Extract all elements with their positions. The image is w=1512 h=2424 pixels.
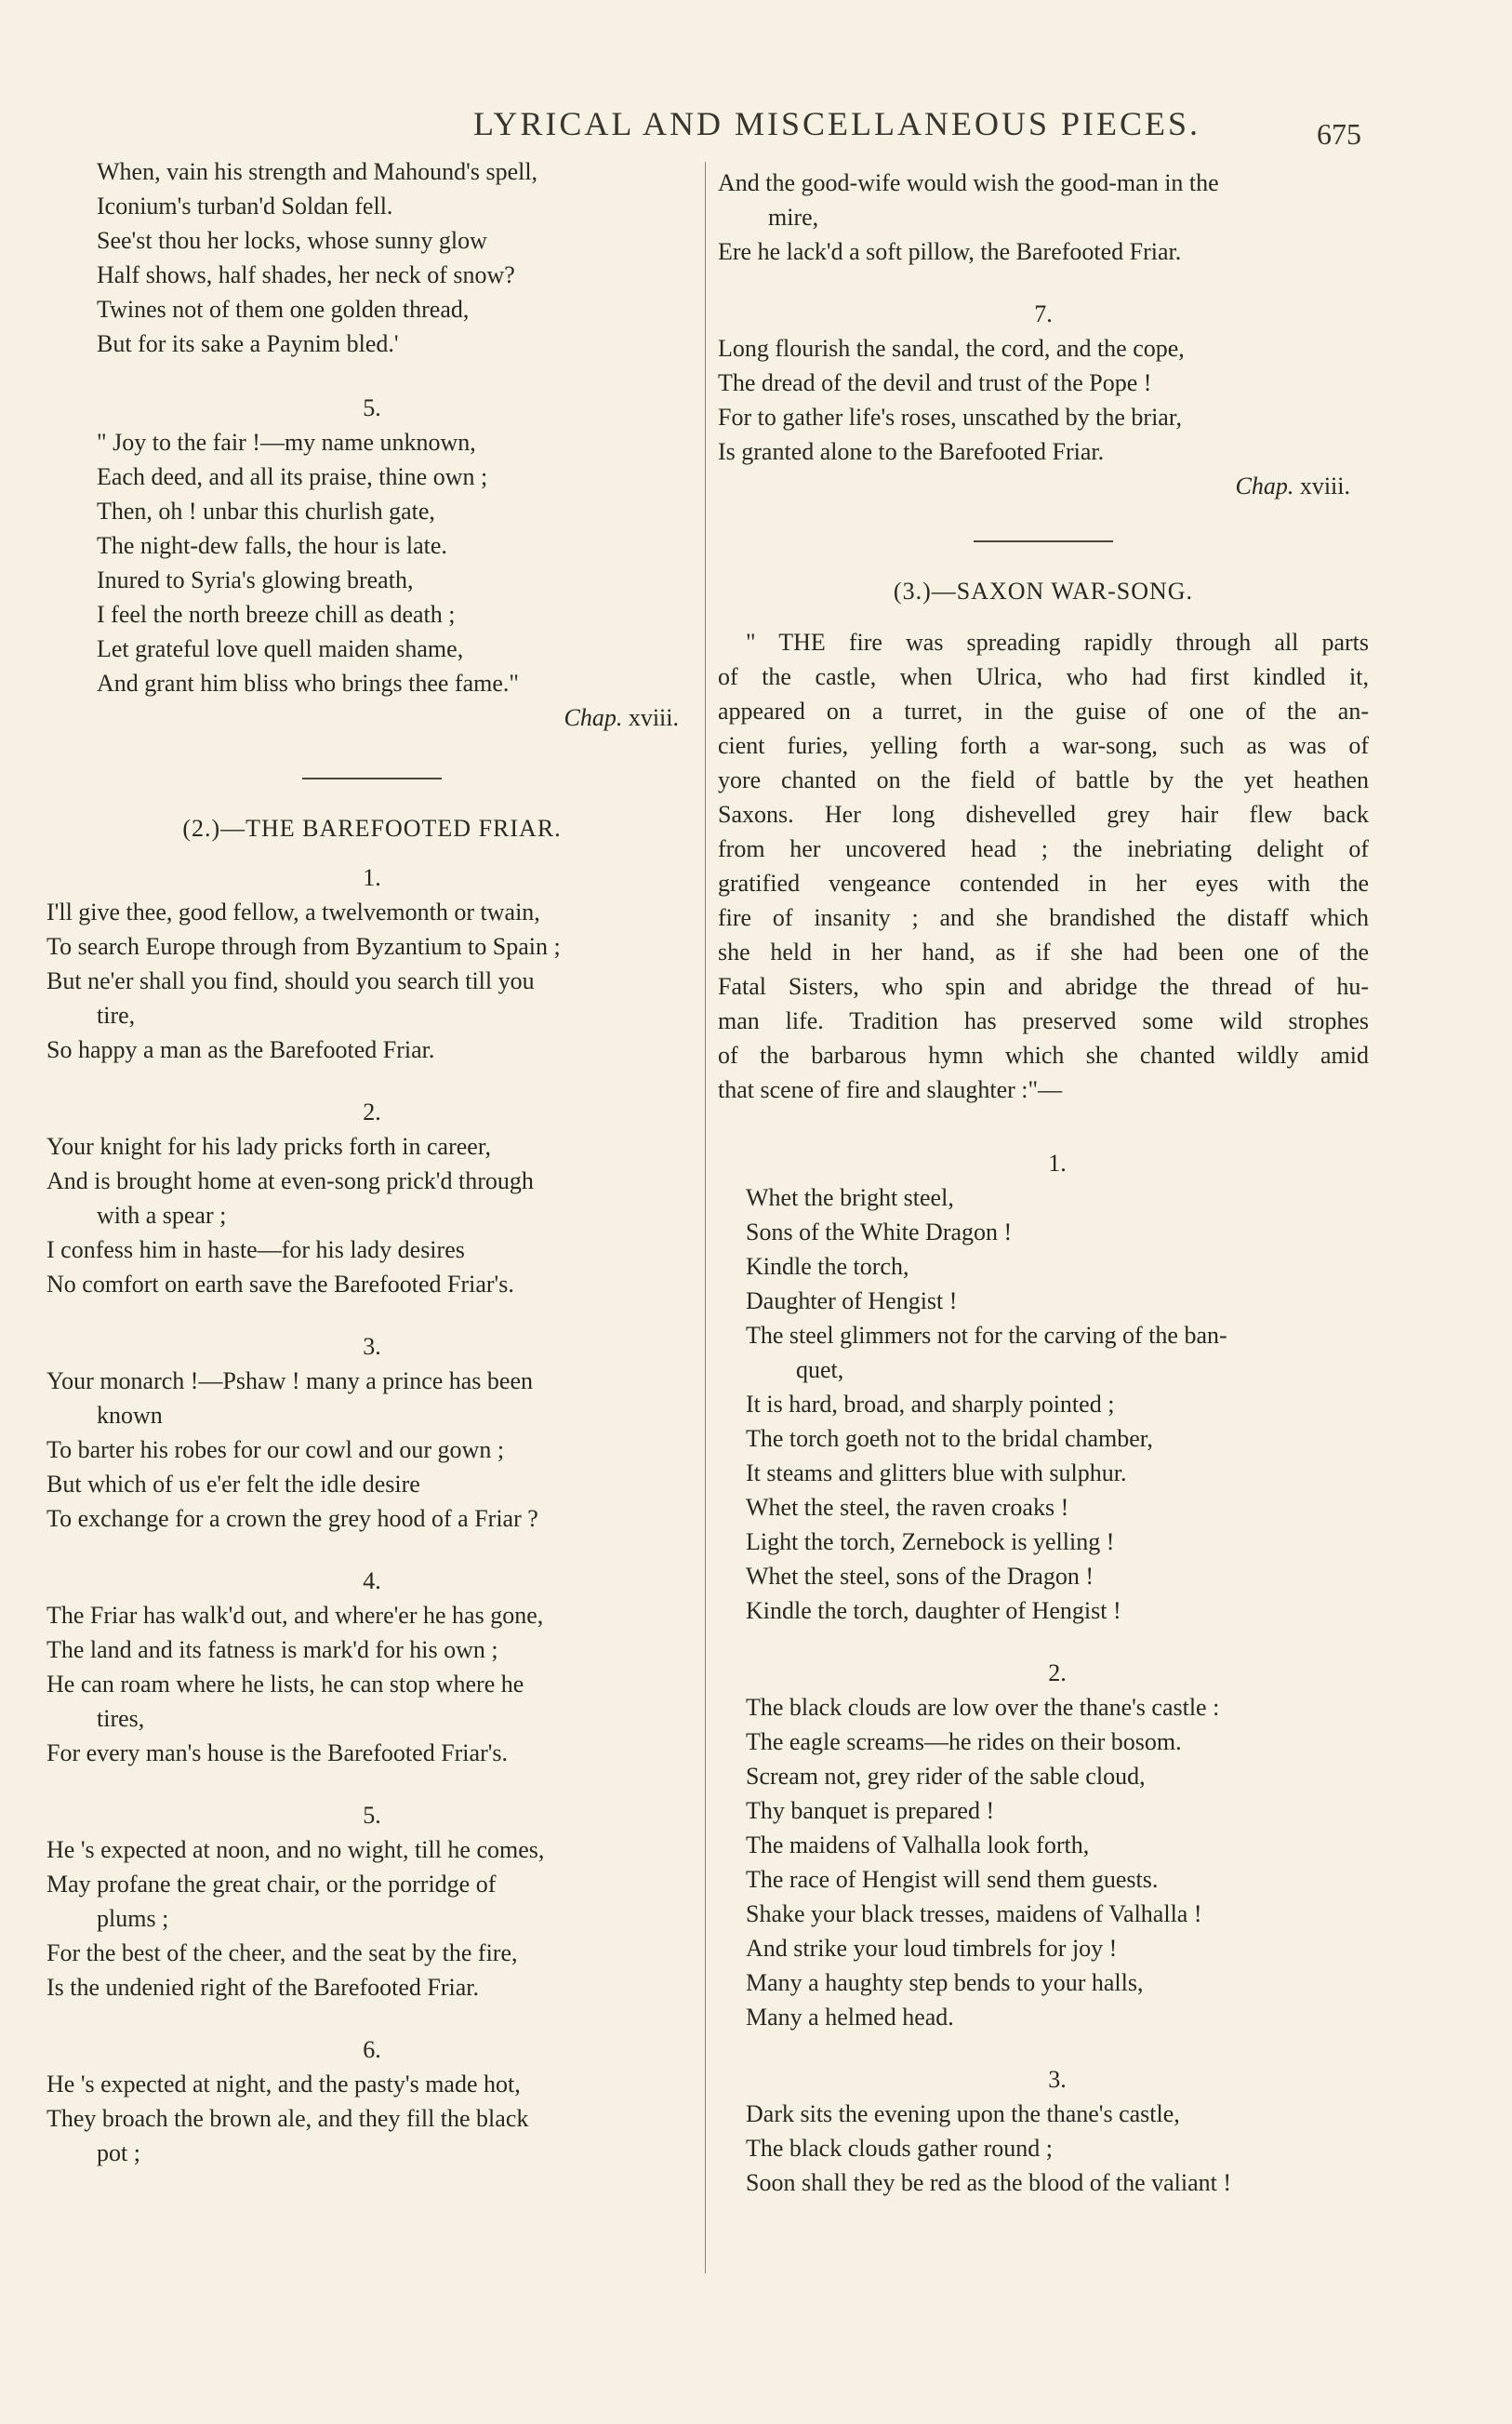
verse-line: Daughter of Hengist !	[746, 1287, 958, 1314]
verse-line: Thy banquet is prepared !	[746, 1797, 995, 1824]
stanza-number: 5.	[363, 1802, 381, 1829]
section-rule	[302, 778, 442, 779]
war-song	[718, 1146, 1369, 2200]
stanza-number: 7.	[1034, 300, 1053, 327]
verse-line: pot ;	[97, 2139, 140, 2166]
column-divider	[705, 162, 706, 2273]
verse-line: mire,	[768, 204, 819, 231]
prose-line: from her uncovered head ; the inebriating delight of	[718, 835, 1369, 862]
chap-number: xviii.	[1299, 473, 1350, 499]
verse-line: tire,	[97, 1002, 136, 1029]
verse-line: To barter his robes for our cowl and our gown ;	[46, 1436, 505, 1463]
verse-line: tires,	[97, 1705, 145, 1732]
running-title: LYRICAL AND MISCELLANEOUS PIECES.	[472, 105, 1201, 142]
stanza-number: 2.	[1048, 1659, 1067, 1686]
verse-line: The torch goeth not to the bridal chamber,	[746, 1425, 1153, 1452]
stanza-5	[46, 425, 697, 700]
verse-line: The black clouds gather round ;	[746, 2135, 1053, 2162]
verse-line: Light the torch, Zernebock is yelling !	[746, 1528, 1115, 1555]
prose-line: she held in her hand, as if she had been one of the	[718, 939, 1369, 966]
verse-line: The Friar has walk'd out, and where'er he has gone,	[46, 1602, 544, 1629]
verse-line: Your knight for his lady pricks forth in career,	[46, 1133, 491, 1160]
stanza-number: 1.	[1048, 1150, 1067, 1177]
verse-line: Scream not, grey rider of the sable cloud,	[746, 1763, 1146, 1790]
verse-line: with a spear ;	[97, 1202, 227, 1229]
verse-line: Then, oh ! unbar this churlish gate,	[97, 498, 435, 525]
verse-line: known	[97, 1402, 163, 1429]
verse-line: To search Europe through from Byzantium to Spain ;	[46, 933, 561, 960]
verse-line: See'st thou her locks, whose sunny glow	[97, 227, 487, 254]
verse-line: quet,	[796, 1356, 844, 1383]
verse-line: He can roam where he lists, he can stop where he	[46, 1671, 524, 1698]
verse-line: For every man's house is the Barefooted Friar's.	[46, 1739, 509, 1766]
prose-line: fire of insanity ; and she brandished the distaff which	[718, 904, 1369, 931]
verse-line: So happy a man as the Barefooted Friar.	[46, 1036, 435, 1063]
verse-line: Half shows, half shades, her neck of snow?	[97, 261, 515, 288]
prose-line: of the castle, when Ulrica, who had first kindled it,	[718, 663, 1369, 690]
verse-line: Long flourish the sandal, the cord, and the cope,	[718, 335, 1185, 362]
verse-line: Sons of the White Dragon !	[746, 1219, 1013, 1245]
verse-line: To exchange for a crown the grey hood of a Friar ?	[46, 1505, 538, 1532]
prose-line: of the barbarous hymn which she chanted wildly amid	[718, 1042, 1369, 1069]
stanza-number: 2.	[363, 1099, 381, 1125]
verse-line: The race of Hengist will send them guests.	[746, 1866, 1159, 1893]
section-title: (3.)—SAXON WAR-SONG.	[893, 578, 1194, 605]
verse-line: Is the undenied right of the Barefooted Friar.	[46, 1974, 479, 2001]
verse-line: I feel the north breeze chill as death ;	[97, 601, 456, 628]
prose-line: yore chanted on the field of battle by the yet heathen	[718, 766, 1369, 793]
verse-line: And is brought home at even-song prick'd through	[46, 1167, 534, 1194]
verse-line: Dark sits the evening upon the thane's castle,	[746, 2100, 1180, 2127]
verse-line: I'll give thee, good fellow, a twelvemonth or twain,	[46, 899, 540, 926]
verse-line: The land and its fatness is mark'd for his own ;	[46, 1636, 498, 1663]
prose-paragraph	[718, 625, 1369, 1107]
verse-line: But which of us e'er felt the idle desire	[46, 1471, 420, 1498]
prose-line: Saxons. Her long dishevelled grey hair flew back	[718, 801, 1369, 828]
verse-line: plums ;	[97, 1905, 169, 1932]
verse-line: Let grateful love quell maiden shame,	[97, 635, 464, 662]
verse-line: Soon shall they be red as the blood of the valiant !	[746, 2169, 1232, 2196]
verse-line: The eagle screams—he rides on their bosom.	[746, 1728, 1182, 1755]
stanza-number: 5.	[363, 394, 381, 421]
stanza-number: 1.	[363, 864, 381, 891]
chapter-attribution	[718, 469, 1369, 503]
verse-line: Is granted alone to the Barefooted Friar.	[718, 438, 1105, 465]
verse-line: He 's expected at night, and the pasty's made hot,	[46, 2071, 521, 2098]
verse-line: I confess him in haste—for his lady desires	[46, 1236, 465, 1263]
verse-line: It steams and glitters blue with sulphur.	[746, 1459, 1127, 1486]
verse-line: " Joy to the fair !—my name unknown,	[97, 429, 476, 456]
verse-line: But for its sake a Paynim bled.'	[97, 330, 399, 357]
verse-line: Your monarch !—Pshaw ! many a prince has been	[46, 1367, 534, 1394]
stanza-number: 3.	[1048, 2066, 1067, 2093]
verse-line: They broach the brown ale, and they fill the black	[46, 2105, 529, 2132]
verse-line: Kindle the torch,	[746, 1253, 909, 1280]
prose-line: gratified vengeance contended in her eyes with the	[718, 870, 1369, 897]
prose-line: " THE fire was spreading rapidly through all parts	[746, 629, 1369, 656]
verse-line: But ne'er shall you find, should you search till you	[46, 967, 535, 994]
stanza-number: 6.	[363, 2036, 381, 2063]
verse-line: The dread of the devil and trust of the Pope !	[718, 369, 1152, 396]
verse-line: And strike your loud timbrels for joy !	[746, 1935, 1118, 1962]
verse-line: He 's expected at noon, and no wight, till he comes,	[46, 1836, 545, 1863]
verse-line: The steel glimmers not for the carving of the ban-	[746, 1322, 1227, 1349]
verse-line: Whet the bright steel,	[746, 1184, 954, 1211]
verse-line: Many a haughty step bends to your halls,	[746, 1969, 1144, 1996]
prose-line: cient furies, yelling forth a war-song, such as was of	[718, 732, 1369, 759]
verse-line: For the best of the cheer, and the seat by the fire,	[46, 1939, 518, 1966]
verse-line: It is hard, broad, and sharply pointed ;	[746, 1391, 1115, 1418]
verse-line: And the good-wife would wish the good-man in the	[718, 169, 1219, 196]
left-column	[46, 154, 697, 2170]
chap-label: Chap.	[1235, 473, 1294, 499]
verse-line: May profane the great chair, or the porridge of	[46, 1871, 497, 1898]
verse-line: Shake your black tresses, maidens of Valhalla !	[746, 1900, 1202, 1927]
section-rule	[974, 540, 1113, 542]
verse-line: Inured to Syria's glowing breath,	[97, 566, 414, 593]
prose-line: appeared on a turret, in the guise of one of the an-	[718, 698, 1369, 725]
chapter-attribution	[46, 700, 697, 735]
prose-line: man life. Tradition has preserved some wild strophes	[718, 1007, 1369, 1034]
verse-line: And grant him bliss who brings thee fame."	[97, 670, 519, 697]
verse-line: Iconium's turban'd Soldan fell.	[97, 193, 393, 220]
page-number: 675	[1317, 117, 1361, 151]
verse-line: Each deed, and all its praise, thine own ;	[97, 463, 488, 490]
verse-line: Kindle the torch, daughter of Hengist !	[746, 1597, 1121, 1624]
chap-number: xviii.	[628, 704, 679, 731]
verse-line: The night-dew falls, the hour is late.	[97, 532, 447, 559]
verse-line: Whet the steel, the raven croaks !	[746, 1494, 1069, 1521]
verse-line: The black clouds are low over the thane's castle :	[746, 1694, 1220, 1721]
stanza-number: 4.	[363, 1567, 381, 1594]
chap-label: Chap.	[564, 704, 623, 731]
verse-line: The maidens of Valhalla look forth,	[746, 1831, 1090, 1858]
stanza-4-end	[46, 154, 697, 361]
verse-line: For to gather life's roses, unscathed by the briar,	[718, 404, 1182, 431]
verse-line: Many a helmed head.	[746, 2004, 954, 2031]
right-column	[718, 166, 1369, 2200]
verse-line: Whet the steel, sons of the Dragon !	[746, 1563, 1094, 1590]
prose-line: Fatal Sisters, who spin and abridge the thread of hu-	[718, 973, 1369, 1000]
stanza-number: 3.	[363, 1333, 381, 1360]
prose-line: that scene of fire and slaughter :"—	[718, 1076, 1063, 1103]
verse-line: When, vain his strength and Mahound's spell,	[97, 158, 538, 185]
verse-line: No comfort on earth save the Barefooted Friar's.	[46, 1271, 514, 1298]
verse-line: Twines not of them one golden thread,	[97, 296, 470, 323]
verse-line: Ere he lack'd a soft pillow, the Barefooted Friar.	[718, 238, 1182, 265]
section-title: (2.)—THE BAREFOOTED FRIAR.	[182, 815, 562, 842]
